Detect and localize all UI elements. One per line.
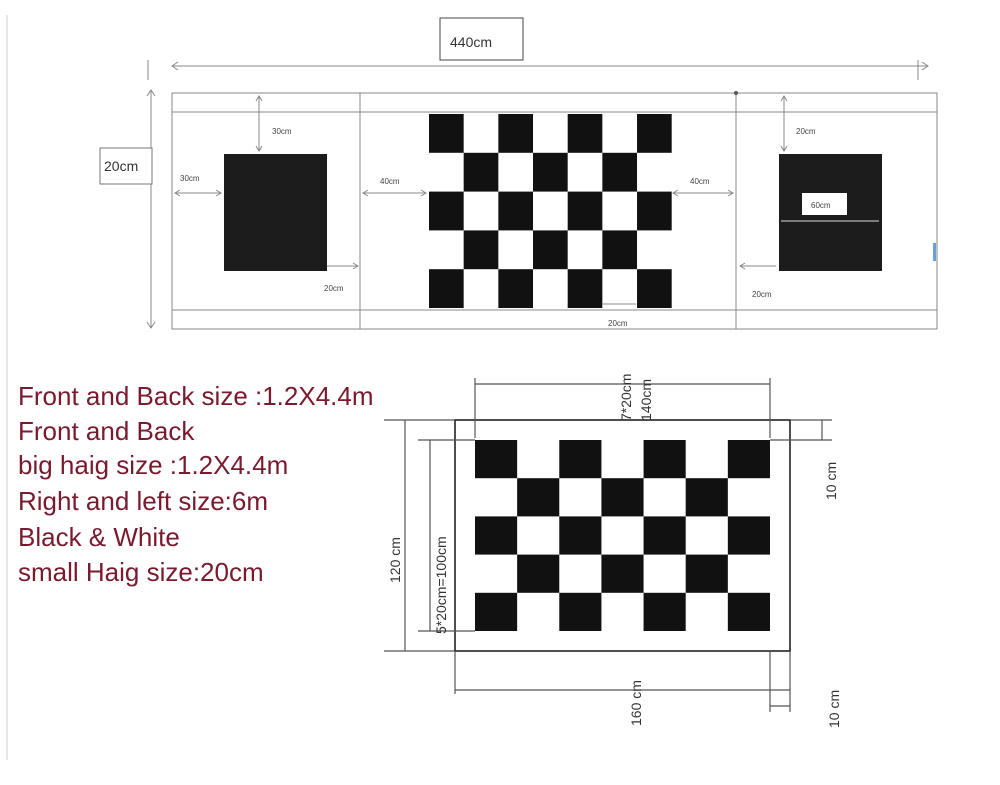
board-right-bottom-label: 10 cm: [826, 689, 842, 728]
checker-square: [637, 114, 672, 153]
checker-square: [429, 192, 464, 231]
checker-square: [568, 269, 603, 308]
right-panel-top-label: 20cm: [796, 127, 816, 136]
board-square: [601, 478, 643, 516]
board-square: [475, 516, 517, 554]
board-square: [559, 593, 601, 631]
board-square: [559, 516, 601, 554]
top-plan: [100, 18, 937, 329]
board-square: [686, 478, 728, 516]
checker-square: [464, 230, 499, 269]
board-square: [644, 516, 686, 554]
left-panel-bottom-label: 20cm: [324, 284, 344, 293]
board-square: [475, 593, 517, 631]
board-square: [517, 555, 559, 593]
board-square: [728, 516, 770, 554]
board-square: [728, 440, 770, 478]
board-detail: [384, 374, 842, 728]
board-top-dim-label: 7*20cm: [618, 373, 634, 421]
spec-line-3: big haig size :1.2X4.4m: [18, 450, 289, 480]
board-bottom-dim-label: 160 cm: [628, 680, 644, 726]
board-square: [601, 555, 643, 593]
board-square: [475, 440, 517, 478]
checker-square: [637, 192, 672, 231]
board-square: [728, 593, 770, 631]
checker-square: [568, 192, 603, 231]
board-left-outer-label: 120 cm: [387, 537, 403, 583]
checker-square: [498, 192, 533, 231]
checker-square: [602, 153, 637, 192]
right-panel-inner-label: 60cm: [811, 201, 831, 210]
spec-line-1: Front and Back size :1.2X4.4m: [18, 381, 374, 411]
center-checkerboard: [429, 114, 672, 308]
spec-line-4: Right and left size:6m: [18, 486, 269, 516]
checker-square: [637, 269, 672, 308]
checker-square: [533, 153, 568, 192]
board-square: [559, 440, 601, 478]
checker-square: [568, 114, 603, 153]
checker-square: [498, 114, 533, 153]
left-panel-top-label: 30cm: [272, 127, 292, 136]
board-square: [644, 593, 686, 631]
total-width-label: 440cm: [450, 34, 493, 50]
checker-square: [498, 269, 533, 308]
checker-square: [464, 153, 499, 192]
right-panel-bottom-label: 20cm: [752, 290, 772, 299]
height-label: 20cm: [104, 158, 139, 174]
left-black-panel: [224, 154, 327, 271]
board-left-inner-label: 5*20cm=100cm: [433, 536, 449, 634]
spec-line-2: Front and Back: [18, 416, 195, 446]
center-right-label: 40cm: [690, 177, 710, 186]
checker-square: [429, 269, 464, 308]
board-square: [517, 478, 559, 516]
left-panel-side-label: 30cm: [180, 174, 200, 183]
checker-square: [602, 230, 637, 269]
checker-square: [429, 114, 464, 153]
board-right-top-label: 10 cm: [823, 461, 839, 500]
checker-square: [533, 230, 568, 269]
spec-line-6: small Haig size:20cm: [18, 557, 264, 587]
center-bottom-label: 20cm: [608, 319, 628, 328]
board-square: [686, 555, 728, 593]
board-square: [644, 440, 686, 478]
center-left-label: 40cm: [380, 177, 400, 186]
board-top-dim-label-2: 140cm: [638, 378, 654, 421]
spec-line-5: Black & White: [18, 522, 180, 552]
